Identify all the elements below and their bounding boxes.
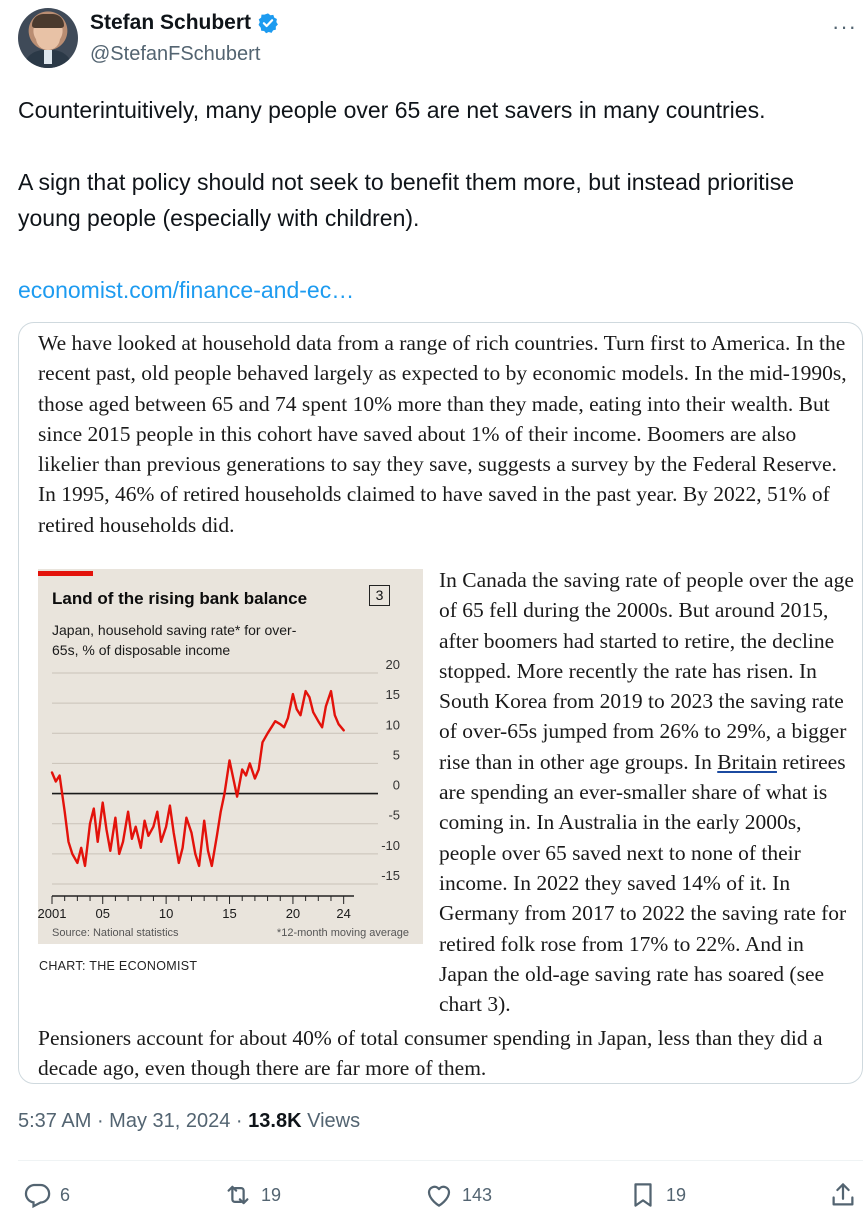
y-tick-label: 10 [385,717,400,733]
avatar[interactable] [18,8,78,68]
chart-note: *12-month moving average [276,927,409,939]
chart-credit: CHART: THE ECONOMIST [39,959,198,973]
attached-image-card[interactable] [18,322,863,1084]
y-tick-label: 5 [392,747,400,763]
author-handle[interactable]: @StefanFSchubert [90,43,261,65]
bookmark-count: 19 [666,1184,687,1205]
tweet-meta: 5:37 AM · May 31, 2024 · 13.8K Views [18,1110,361,1132]
tweet-header [18,8,863,70]
action-bar [18,1180,863,1216]
author-name[interactable]: Stefan Schubert [90,11,252,34]
chart-subtitle: Japan, household saving rate* for over-65s, % of disposable income [52,622,297,658]
tweet-time[interactable]: 5:37 AM [18,1110,92,1132]
tweet-text-line-2: A sign that policy should not seek to benefit them more, but instead prioritise young people (especially with children). [18,169,795,231]
tweet-text-line-1: Counterintuitively, many people over 65 are net savers in many countries. [18,97,766,123]
tweet-date[interactable]: May 31, 2024 [109,1110,231,1132]
article-link[interactable]: economist.com/finance-and-ec… [18,277,355,303]
reply-count: 6 [60,1184,71,1205]
share-icon [828,1180,858,1210]
x-tick-label: 05 [95,906,110,921]
britain-link[interactable]: Britain [717,749,777,774]
chart-plot [38,569,423,944]
series-line [52,691,344,866]
verified-badge-icon [257,12,279,34]
x-tick-label: 15 [222,906,237,921]
article-paragraph-3: Pensioners account for about 40% of total consumer spending in Japan, less than they did a decade ago, even though there are far more of them. [38,1026,823,1081]
article-paragraph-1: We have looked at household data from a range of rich countries. Turn first to America. In the recent past, old people behaved largely as expected to by economic models. In the mid-1990s, those aged between 65 and 74 spent 10% more than they made, eating into their wealth. But since 2015 people in this cohort have saved about 1% of their income. Boomers are also likelier than previous generations to say they save, suggests a survey by the Federal Reserve. In 1995, 46% of retired households claimed to have saved in the past year. By 2022, 51% of retired households did. [38,331,847,537]
views-label: Views [301,1110,361,1132]
chart-title: Land of the rising bank balance [52,589,308,608]
heart-icon [424,1180,454,1210]
like-button[interactable] [424,1180,492,1210]
x-tick-label: 10 [158,906,174,921]
like-count: 143 [462,1184,493,1205]
repost-button[interactable] [223,1180,281,1210]
reply-button[interactable] [22,1180,70,1210]
divider [18,1160,863,1161]
reply-icon [22,1180,52,1210]
author-name-row[interactable] [90,11,279,35]
y-tick-label: -15 [381,868,400,883]
bookmark-icon [628,1180,658,1210]
y-tick-label: -5 [388,807,400,823]
chart-number: 3 [369,585,390,606]
y-tick-label: 20 [385,657,400,672]
y-tick-label: 15 [385,687,400,703]
more-options-icon[interactable]: ··· [832,14,857,39]
share-button[interactable] [828,1180,858,1210]
economist-chart [38,569,423,944]
article-paragraph-2: In Canada the saving rate of people over the age of 65 fell during the 2000s. But around 2015, after boomers had started to retire, the decline stopped. More recently the rate has risen. In South Korea from 2019 to 2023 the saving rate of over-65s jumped from 26% to 29%, a bigger rise than in other age groups. In Britain retirees are spending an ever-smaller share of what is coming in. In Australia in the early 2000s, people over 65 saved next to none of their income. In 2022 they saved 14% of it. In Germany from 2017 to 2022 the saving rate for retired folk rose from 17% to 22%. And in Japan the old-age saving rate has soared (see chart 3). [439,568,854,1017]
view-count: 13.8K [248,1110,302,1132]
chart-source: Source: National statistics [52,927,179,939]
x-tick-label: 2001 [38,906,67,921]
y-tick-label: -10 [381,837,400,853]
repost-icon [223,1180,253,1210]
y-tick-label: 0 [392,777,400,793]
x-tick-label: 24 [336,906,351,921]
repost-count: 19 [261,1184,282,1205]
x-tick-label: 20 [285,906,301,921]
tweet-body [18,92,848,308]
bookmark-button[interactable] [628,1180,686,1210]
